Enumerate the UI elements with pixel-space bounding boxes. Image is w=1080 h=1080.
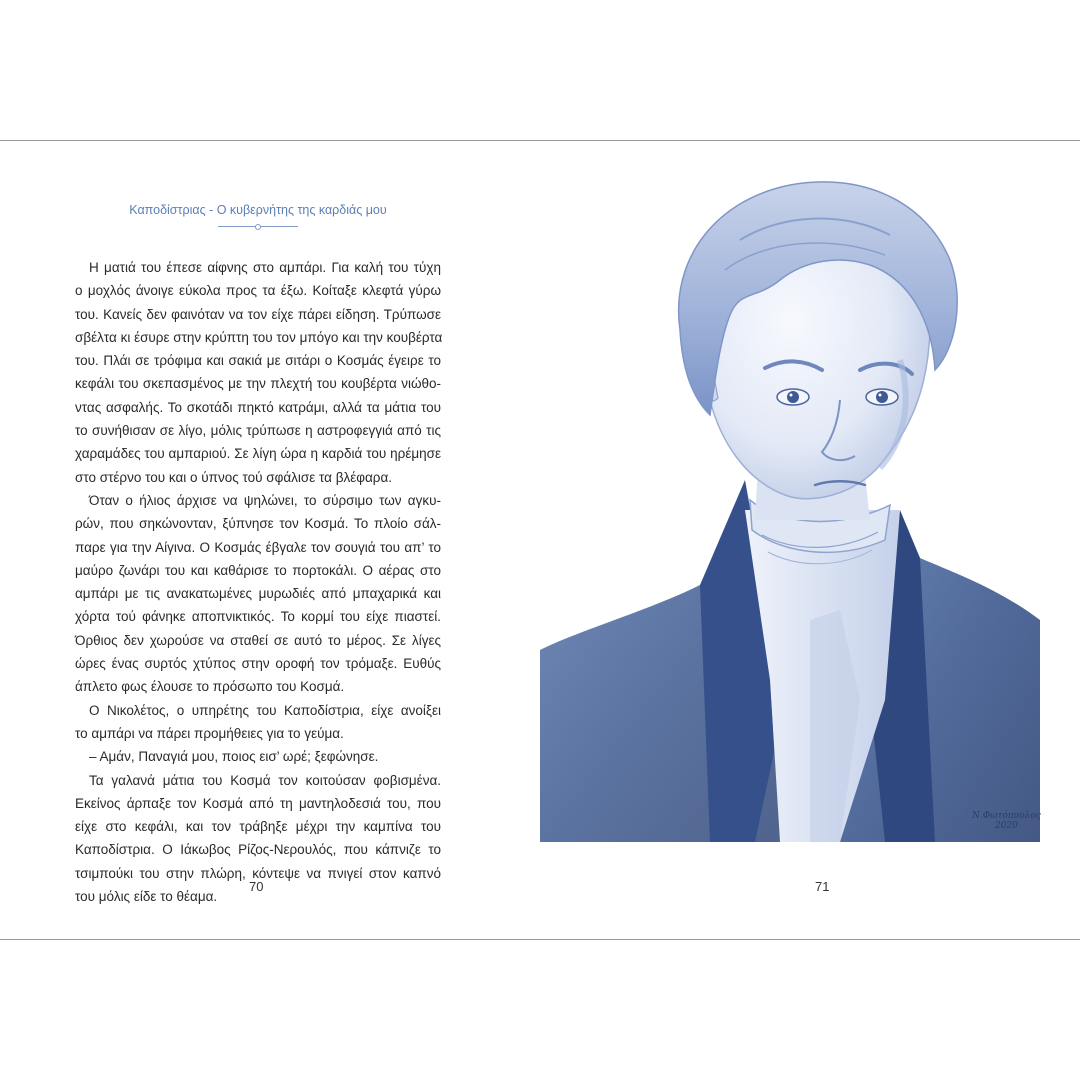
- text-line: Τα γαλανά μάτια του Κοσμά τον κοιτούσαν φοβισμένα.: [89, 772, 441, 788]
- text-line: είχε στο κεφάλι, και τον τράβηξε μέχρι την καμπίνα του: [75, 819, 441, 835]
- text-line: Όρθιος δεν χωρούσε να σταθεί σε αυτό το μέρος. Σε λίγες: [75, 632, 441, 648]
- portrait-illustration: [540, 180, 1040, 842]
- text-line: αμπάρι με τις ανακατωμένες μυρωδιές από μπαχαρικά και: [75, 586, 441, 602]
- text-line: στο στέρνο του και ο ύπνος τού σφάλισε τα βλέφαρα.: [75, 469, 393, 485]
- bottom-page-border: [0, 939, 1080, 940]
- page-number-right: 71: [815, 879, 830, 894]
- signature-name: Ν.Φωτόπουλος: [972, 811, 1041, 821]
- artist-signature: [972, 811, 1041, 831]
- body-text: [75, 256, 441, 908]
- text-line: του μόλις είδε το θέαμα.: [75, 889, 218, 905]
- text-line: το αμπάρι να πάρει προμήθειες για το γεύμα.: [75, 725, 344, 741]
- text-line: Η ματιά του έπεσε αίφνης στο αμπάρι. Για καλή του τύχη: [89, 260, 441, 275]
- text-line: ο μοχλός άνοιγε εύκολα προς τα έξω. Κοίταξε κλεφτά γύρω: [75, 283, 441, 299]
- text-line: Εκείνος άρπαξε τον Κοσμά από τη μαντηλοδεσιά του, που: [75, 795, 441, 811]
- text-line: ρών, που σηκώνονταν, ξύπνησε τον Κοσμά. Το πλοίο σάλ-: [75, 516, 441, 532]
- text-line: κεφάλι του σκεπασμένος με την πλεχτή του κουβέρτα νιώθο-: [75, 376, 441, 392]
- text-line: ώρες ένας συρτός χτύπος στην οροφή τον τρόμαξε. Ευθύς: [75, 656, 441, 672]
- text-line: Καποδίστρια. Ο Ιάκωβος Ρίζος-Νερουλός, που κάπνιζε το: [75, 842, 441, 858]
- text-line: – Αμάν, Παναγιά μου, ποιος εισ’ ωρέ; ξεφώνησε.: [89, 749, 379, 765]
- page-number-left: 70: [249, 879, 264, 894]
- running-head-ornament: [218, 224, 298, 229]
- running-head: Καποδίστριας - Ο κυβερνήτης της καρδιάς μου: [129, 203, 387, 217]
- text-line: το συνήθισαν σε λίγο, μόλις τρύπωσε η αστροφεγγιά από τις: [75, 423, 441, 439]
- text-line: χαραμάδες του αμπαριού. Σε λίγη ώρα η καρδιά του ηρέμησε: [75, 446, 441, 462]
- signature-year: 2020: [994, 821, 1018, 831]
- text-line: τσιμπούκι του στην πλώρη, κόντεψε να πνιγεί στον καπνό: [75, 865, 441, 881]
- text-line: Όταν ο ήλιος άρχισε να ψηλώνει, το σύρσιμο των αγκυ-: [89, 492, 441, 508]
- text-line: παρε για την Αίγινα. Ο Κοσμάς έβγαλε τον σουγιά του απ’ το: [75, 539, 441, 555]
- text-line: του. Κανείς δεν φαινόταν να τον είχε πάρει είδηση. Τρύπωσε: [75, 306, 441, 322]
- text-line: σβέλτα κι έσυρε στην κρύπτη του τον μπόγο και την κουβέρτα: [75, 329, 443, 345]
- text-line: μαύρο ζωνάρι του και καθάρισε το πορτοκάλι. Ο αέρας στο: [75, 562, 441, 578]
- top-page-border: [0, 140, 1080, 141]
- text-line: του. Πλάι σε τρόφιμα και σακιά με σιτάρι ο Κοσμάς έγειρε το: [75, 353, 441, 369]
- text-line: άπλετο φως έλουσε το πρόσωπο του Κοσμά.: [75, 679, 345, 695]
- text-line: ντας ασφαλής. Το σκοτάδι πηκτό κατράμι, αλλά τα μάτια του: [75, 399, 441, 415]
- text-line: Ο Νικολέτος, ο υπηρέτης του Καποδίστρια, είχε ανοίξει: [89, 702, 441, 718]
- text-line: χόρτα τού φάνηκε αποπνικτικός. Το κορμί του είχε πιαστεί.: [75, 609, 441, 625]
